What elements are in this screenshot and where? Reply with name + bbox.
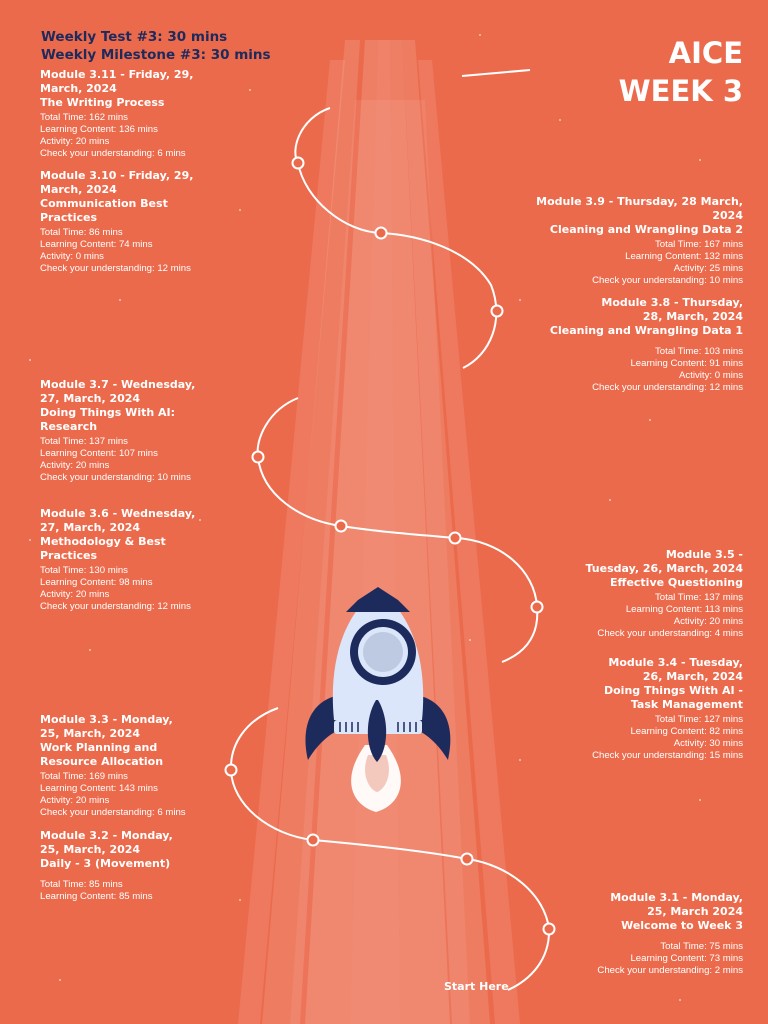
module-topic-line: Cleaning and Wrangling Data 1 (549, 324, 743, 337)
start-here-label: Start Here (444, 980, 509, 993)
total-time: Total Time: 162 mins (40, 112, 128, 123)
check-understanding-time: Check your understanding: 2 mins (597, 965, 743, 976)
module-title-line: Module 3.9 - Thursday, 28 March, (536, 195, 743, 208)
module-topic-line: Work Planning and (40, 741, 158, 754)
check-understanding-time: Check your understanding: 10 mins (40, 472, 191, 483)
module-title-line: Module 3.5 - (665, 548, 743, 561)
activity-time: Activity: 0 mins (679, 370, 743, 381)
total-time: Total Time: 169 mins (40, 771, 128, 782)
total-time: Total Time: 127 mins (655, 714, 743, 725)
learning-content-time: Learning Content: 82 mins (630, 726, 743, 737)
module-title (40, 68, 215, 110)
activity-time: Activity: 20 mins (40, 589, 110, 600)
module-topic-line: Daily - 3 (Movement) (40, 857, 171, 870)
module-3-3 (40, 713, 215, 819)
module-title (40, 713, 215, 769)
module-3-9 (528, 195, 743, 287)
module-date-line: 27, March, 2024 (40, 392, 141, 405)
module-details (40, 436, 215, 484)
module-3-10 (40, 169, 215, 275)
module-3-5 (528, 548, 743, 640)
activity-time: Activity: 20 mins (673, 616, 743, 627)
learning-content-time: Learning Content: 113 mins (625, 604, 743, 615)
module-details (40, 565, 215, 613)
module-date-line: 25, March 2024 (647, 905, 743, 918)
module-date-line: 28, March, 2024 (642, 310, 743, 323)
module-topic-line: Doing Things With AI: (40, 406, 176, 419)
learning-content-time: Learning Content: 132 mins (625, 251, 743, 262)
total-time: Total Time: 137 mins (655, 592, 743, 603)
module-3-11 (40, 68, 215, 160)
module-topic-line: Effective Questioning (610, 576, 743, 589)
module-topic-line: Practices (40, 549, 97, 562)
module-title-line: Module 3.10 - Friday, 29, (40, 169, 194, 182)
learning-content-time: Learning Content: 73 mins (630, 953, 743, 964)
learning-content-time: Learning Content: 107 mins (40, 448, 158, 459)
module-topic-line: Research (40, 420, 98, 433)
module-date-line: Tuesday, 26, March, 2024 (585, 562, 743, 575)
module-title (40, 507, 215, 563)
learning-content-time: Learning Content: 74 mins (40, 239, 153, 250)
module-title-line: Module 3.4 - Tuesday, (608, 656, 743, 669)
activity-time: Activity: 20 mins (40, 460, 110, 471)
learning-content-time: Learning Content: 98 mins (40, 577, 153, 588)
total-time: Total Time: 137 mins (40, 436, 128, 447)
title-line-2: WEEK 3 (618, 74, 743, 108)
weekly-test-label: Weekly Test #3: 30 mins (41, 29, 228, 45)
module-title (40, 169, 215, 225)
learning-content-time: Learning Content: 91 mins (630, 358, 743, 369)
module-title-line: Module 3.3 - Monday, (40, 713, 173, 726)
module-details (528, 941, 743, 977)
module-3-6 (40, 507, 215, 613)
module-title (40, 829, 215, 871)
module-topic-line: Welcome to Week 3 (621, 919, 743, 932)
module-topic-line: Task Management (630, 698, 743, 711)
check-understanding-time: Check your understanding: 12 mins (40, 601, 191, 612)
module-date-line: 25, March, 2024 (40, 843, 141, 856)
page-title (619, 34, 743, 110)
light-beams (238, 40, 520, 1024)
check-understanding-time: Check your understanding: 12 mins (592, 382, 743, 393)
weekly-milestone-label: Weekly Milestone #3: 30 mins (41, 47, 271, 63)
module-topic-line: Communication Best (40, 197, 168, 210)
module-details (528, 239, 743, 287)
module-3-2 (40, 829, 215, 903)
module-details (528, 346, 743, 394)
activity-time: Activity: 30 mins (673, 738, 743, 749)
module-details (40, 771, 215, 819)
module-date-line: 27, March, 2024 (40, 521, 141, 534)
total-time: Total Time: 75 mins (660, 941, 743, 952)
module-3-8 (528, 296, 743, 394)
total-time: Total Time: 86 mins (40, 227, 123, 238)
module-title-line: Module 3.11 - Friday, 29, (40, 68, 194, 81)
activity-time: Activity: 20 mins (40, 795, 110, 806)
module-title-line: Module 3.7 - Wednesday, (40, 378, 196, 391)
module-topic-line: Practices (40, 211, 97, 224)
activity-time: Activity: 25 mins (673, 263, 743, 274)
module-topic-line: The Writing Process (40, 96, 165, 109)
module-topic-line: Cleaning and Wrangling Data 2 (549, 223, 743, 236)
module-topic-line: Doing Things With AI - (603, 684, 743, 697)
activity-time: Activity: 20 mins (40, 136, 110, 147)
total-time: Total Time: 130 mins (40, 565, 128, 576)
learning-content-time: Learning Content: 136 mins (40, 124, 158, 135)
total-time: Total Time: 167 mins (655, 239, 743, 250)
module-title (528, 195, 743, 237)
module-3-4 (528, 656, 743, 762)
module-3-1 (528, 891, 743, 977)
module-title-line: Module 3.8 - Thursday, (601, 296, 743, 309)
module-date-line: 25, March, 2024 (40, 727, 141, 740)
module-date-line: 2024 (712, 209, 743, 222)
module-title-line: Module 3.2 - Monday, (40, 829, 173, 842)
module-details (40, 112, 215, 160)
total-time: Total Time: 103 mins (655, 346, 743, 357)
learning-content-time: Learning Content: 143 mins (40, 783, 158, 794)
title-line-1: AICE (668, 36, 743, 70)
module-title-line: Module 3.1 - Monday, (610, 891, 743, 904)
module-title-line: Module 3.6 - Wednesday, (40, 507, 196, 520)
check-understanding-time: Check your understanding: 6 mins (40, 807, 186, 818)
module-title (528, 296, 743, 338)
module-title (528, 548, 743, 590)
module-details (528, 592, 743, 640)
module-topic-line: Methodology & Best (40, 535, 166, 548)
activity-time: Activity: 0 mins (40, 251, 104, 262)
check-understanding-time: Check your understanding: 15 mins (592, 750, 743, 761)
module-date-line: 26, March, 2024 (642, 670, 743, 683)
module-topic-line: Resource Allocation (40, 755, 164, 768)
module-details (40, 879, 215, 903)
check-understanding-time: Check your understanding: 6 mins (40, 148, 186, 159)
module-3-7 (40, 378, 215, 484)
module-details (40, 227, 215, 275)
check-understanding-time: Check your understanding: 10 mins (592, 275, 743, 286)
module-date-line: March, 2024 (40, 82, 117, 95)
module-title (528, 656, 743, 712)
module-title (40, 378, 215, 434)
total-time: Total Time: 85 mins (40, 879, 123, 890)
check-understanding-time: Check your understanding: 4 mins (597, 628, 743, 639)
learning-content-time: Learning Content: 85 mins (40, 891, 153, 902)
module-title (528, 891, 743, 933)
check-understanding-time: Check your understanding: 12 mins (40, 263, 191, 274)
module-date-line: March, 2024 (40, 183, 117, 196)
module-details (528, 714, 743, 762)
